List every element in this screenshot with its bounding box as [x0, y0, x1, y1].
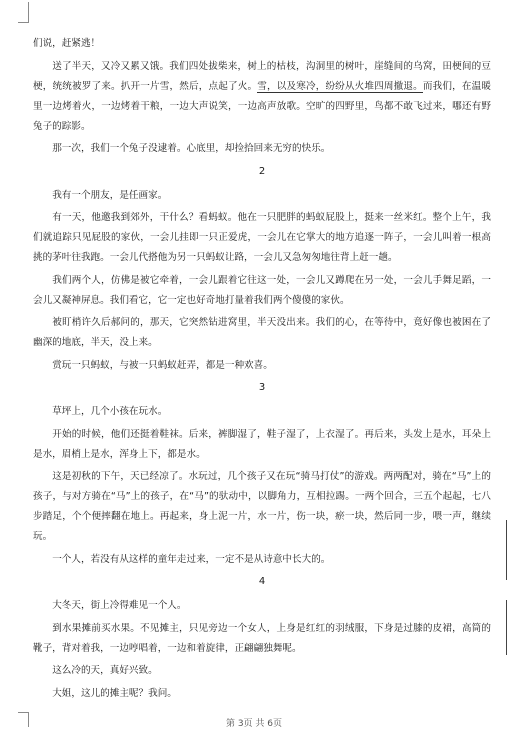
paragraph	[33, 57, 491, 137]
paragraph: 赏玩一只蚂蚁，与被一只蚂蚁赶弄，都是一种欢喜。	[52, 359, 273, 371]
paragraph: 我有一个朋友，是任画家。	[52, 189, 168, 201]
paragraph: 大冬天，街上冷得难见一个人。	[52, 600, 187, 611]
page-footer: 第 3页 共 6页	[225, 719, 283, 729]
section-number: 4	[258, 576, 266, 587]
paragraph: 开始的时候，他们还挺着鞋袜。后来，裤脚湿了，鞋子湿了，上衣湿了。再后来，头发上是水，耳朵上是水，眉梢上是水，浑身上下，都是水。	[33, 428, 491, 460]
paragraph: 到水果摊前买水果。不见摊主，只见旁边一个女人，上身是红红的羽绒服，下身是过膝的皮裙，高筒的靴子，背对着我，一边哼唱着，一边和着旋律，正翩翩独舞呢。	[33, 622, 491, 654]
section-number: 3	[258, 382, 266, 393]
paragraph-text: 送了半天，又冷又累又饿。我们四处拔柴来，树上的枯枝，沟洞里的树叶，崖缝间的乌窝，田梗间的豆梗，统统被罗了来。扒开一片雪，然后，点起了火。	[33, 60, 491, 92]
underlined-sentence: 雪，以及寒冷，纷纷从火堆四周撤退。	[257, 80, 423, 92]
paragraph: 被盯梢许久后郝问的，那天，它突然钻进窝里，半天没出来。我们的心，在等待中，竟好像也被困在了幽深的地底，半天，没上来。	[33, 317, 491, 348]
paragraph: 有一天，他邀我到郊外，干什么？看蚂蚁。他在一只肥胖的蚂蚁屁股上，挺来一丝米红。整个上午，我们就追踪只见屁股的家伙，一会儿挂即一只正爱虎，一会儿在它掌大的地方追逐一阵子，一会儿叫着一根高挑的茅叶往我跑。一会儿代搭他为另一只蚂蚁让路，一会儿又急匆匆地往背上赶一趟。	[33, 212, 491, 263]
margin-line	[506, 600, 507, 655]
paragraph: 一个人，若没有从这样的童年走过来，一定不是从诗意中长大的。	[52, 553, 331, 565]
crop-mark-top-left	[18, 2, 29, 23]
paragraph: 们说，赶紧逃！	[33, 38, 101, 49]
margin-line	[506, 520, 507, 580]
section-number: 2	[258, 165, 266, 177]
paragraph: 那一次，我们一个兔子没逮着。心底里，却捡拾回来无穷的快乐。	[52, 143, 331, 154]
document-page	[33, 34, 491, 706]
paragraph: 大姐，这儿的摊主呢？我问。	[52, 687, 177, 699]
paragraph: 这是初秋的下午，天已经凉了。水玩过，几个孩子又在玩“骑马打仗”的游戏。两两配对，骑在“马”上的孩子，与对方骑在“马”上的孩子，在“马”的驮动中，以脚角力，互相拉踢。一两个回合，三五个起起，七八步踏足，个个便摔翻在地上。再起来，身上泥一片，水一片，伤一块，瘀一块，然后同一步，喂一声，继续玩。	[33, 471, 491, 542]
paragraph: 这么冷的天，真好兴致。	[52, 665, 158, 676]
paragraph-text: 而我们，在温暖里一边烤着火，一边烤着干粮，一边大声说笑，一边高声放歌。空旷的四野里，鸟都不敢飞过来，哪还有野兔子的踪影。	[33, 80, 492, 132]
paragraph: 草坪上，几个小孩在玩水。	[52, 406, 168, 417]
paragraph: 我们两个人，仿佛是被它牵着，一会儿跟着它往这一处，一会儿又蹲爬在另一处，一会儿手舞足蹈，一会儿又凝神屏息。我们看它，它一定也好奇地打量着我们两个傻傻的家伙。	[33, 274, 491, 306]
